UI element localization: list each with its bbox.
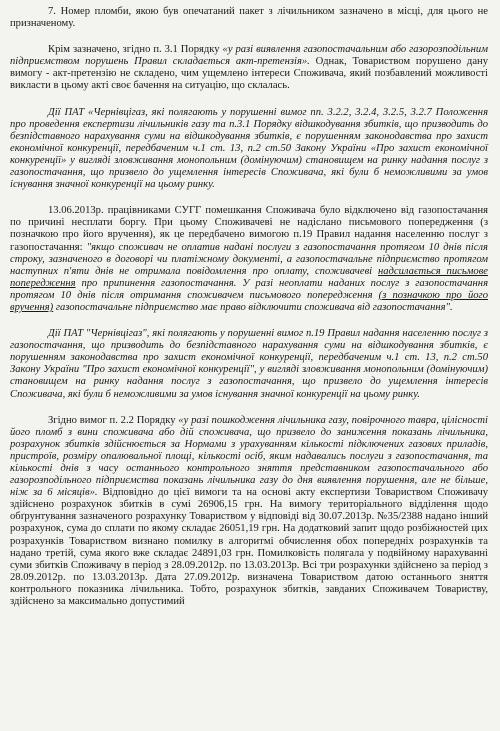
text-segment: «у разі пошкодження лічильника газу, повірочного тавра, цілісності його пломб з вини споживача або дій споживача, що призвело до заниження показань лічильника, розрахунок збитків здійснюється за Нормами з урахуванням кількості підключених газових приладів, пристроїв, розміру опалювальної площі, кількості осіб, яким надавались послуги з газопостачання, та кількості днів з часу останнього контрольного зняття представником газопостачального або газорозподільного підприємства показань лічильника газу до дня виявлення порушення, але не більше, ніж за 6 місяців».: [10, 414, 488, 499]
text-segment: 7. Номер пломби, якою був опечатаний пакет з лічильником зазначено в місці, для цього не призначеному.: [10, 6, 488, 30]
text-segment: Однак, Товариством порушено дану вимогу - акт-претензію не складено, чим ущемлено інтереси Споживача, який позбавлений можливості викласти в цьому акті своє бачення на ситуацію, що склалась.: [10, 56, 488, 92]
text-segment: "якщо споживач не оплатив надані послуги з газопостачання протягом 10 днів після строку, зазначеного в договорі чи платіжному документі, а газопостачальне підприємство протягом наступних п'яти днів не отримала повідомлення про оплату, споживачеві: [10, 241, 488, 277]
paragraph-calculation: [10, 415, 488, 609]
text-segment: (з позначкою про його вручення): [10, 289, 488, 313]
text-segment: Згідно вимог п. 2.2 Порядку: [48, 414, 179, 426]
text-segment: «у разі виявлення газопостачальним або газорозподільним підприємством порушень Правил складається акт-претензія».: [10, 44, 488, 68]
text-segment: 13.06.2013р. працівниками СУГГ помешкання Споживача було відключено від газопостачання по причині несплати боргу. При цьому Споживачеві не надіслано письмового попередження (з позначкою про його вручення), як це передбачено вимогою п.19 Правил надання населенню послуг з газопостачання:: [10, 205, 488, 253]
text-segment: газопостачальне підприємство має право відключити споживача від газопостачання".: [53, 301, 453, 313]
text-segment: про припинення газопостачання. У разі неоплати наданих послуг з газопостачання протягом 10 днів після отримання споживачем письмового попередження: [10, 277, 488, 301]
paragraph-disconnection: [10, 205, 488, 314]
paragraph-violation-expertise: [10, 107, 488, 192]
paragraph-item-7: [10, 6, 488, 30]
text-segment: Крім зазначено, згідно п. 3.1 Порядку: [48, 44, 223, 56]
text-segment: Відповідно до цієї вимоги та на основі акту експертизи Товариством Споживачу здійснено розрахунок збитків в сумі 26906,15 грн. На вимогу територіального відділення щодо обґрунтування зазначеного розрахунку Товариством у відповіді від 30.07.2013р. №35/2388 надано інший розрахунок, сума до сплати по якому складає 26051,19 грн. На додатковий запит щодо розбіжностей цих розрахунків Товариством визнано помилку в алгоритмі обчислення обох попередніх розрахунків та надано третій, сума якого вже складає 24891,03 грн. Помилковість полягала у подвійному нарахуванні суми збитків Споживачу в період з 28.09.2012р. по 13.03.2013р. Всі три розрахунки здійснено за період з 28.09.2012р. по 13.03.2013р. Дата 27.09.2012р. визначена Товариством датою останнього зняття контрольного показника лічильника. Тобто, розрахунок збитків, завданих Споживачем Товариству, здійснено за максимально допустимий: [10, 487, 488, 608]
paragraph-act-claim: [10, 44, 488, 92]
text-segment: Дії ПАТ «Чернівцігаз, які полягають у порушенні вимог пп. 3.2.2, 3.2.4, 3.2.5, 3.2.7 Положення про проведення експертизи лічильників газу та п.3.1 Порядку відшкодування збитків, що призводить до безпідставного нарахування суми на відшкодування збитків, є порушенням законодавства про захист економічної конкуренції, передбаченим ч.1 ст. 13, п.2 ст.50 Закону України «Про захист економічної конкуренції» у вигляді зловживання монопольним (домінуючим) становищем на ринку надання послуг з газопостачання, що призвело до ущемлення інтересів Споживача, які були б неможливими за умов існування значної конкуренції на цьому ринку.: [10, 106, 488, 191]
text-segment: Дії ПАТ "Чернівцігаз", які полягають у порушенні вимог п.19 Правил надання населенню послуг з газопостачання, що призводить до безпідставного нарахування суми на відшкодування збитків, є порушенням законодавства про захист економічної конкуренції, передбаченим ч.1 ст. 13, п.2 ст.50 Закону України "Про захист економічної конкуренції", у вигляді зловживання монопольним (домінуючим) становищем на ринку надання послуг з газопостачання, що призвело до ущемлення інтересів Споживача, які були б неможливими за умов існування значної конкуренції на цьому ринку.: [10, 328, 488, 400]
paragraph-violation-rules: [10, 328, 488, 401]
text-segment: надсилається письмове попередження: [10, 265, 489, 289]
